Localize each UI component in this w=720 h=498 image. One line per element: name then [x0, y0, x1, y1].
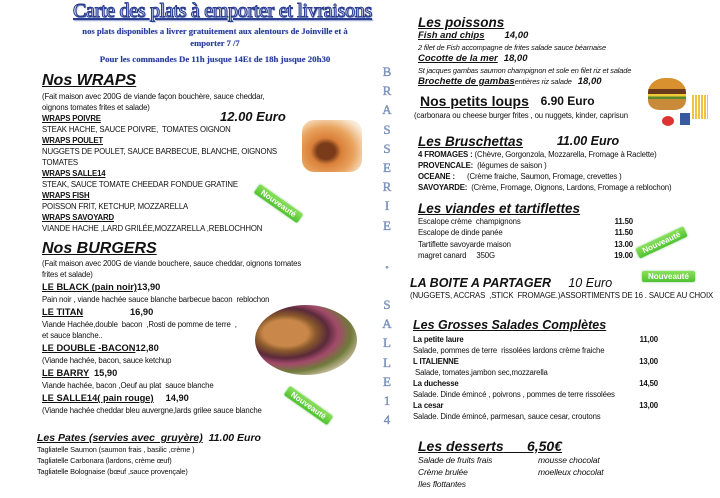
side-letter: S — [383, 140, 391, 156]
hours: Pour les commandes De 11h jusque 14Et de 18h jusque 20h30 — [99, 54, 331, 64]
viande-price: 11.50 — [614, 228, 633, 238]
section-title: Les Bruschettas — [418, 134, 524, 149]
wraps-item-name: WRAPS FISH — [42, 191, 90, 200]
burger-name: LE SALLE14( pain rouge) — [42, 393, 154, 403]
poisson-price: 14,00 — [504, 30, 529, 41]
bruschetta-desc: (Crème, Fromage, Oignons, Lardons, Fromage a reblochon) — [467, 183, 672, 192]
bruschetta-name: PROVENCALE: — [418, 161, 474, 170]
page-title: Carte des plats à emporter et livraisons — [72, 0, 373, 22]
poisson-inline: entières riz salade — [514, 77, 572, 86]
pates-item: Tagliatelle Saumon (saumon frais , basilic ,crème ) — [37, 445, 195, 454]
kids-menu-photo — [648, 78, 686, 110]
salade-name: La duchesse — [413, 379, 459, 388]
burger-desc: et sauce blanche.. — [42, 331, 103, 340]
side-letter: A — [382, 316, 392, 332]
salade-item — [413, 378, 658, 389]
pates-item: Tagliatelle Bolognaise (bœuf ,sauce provençale) — [37, 467, 188, 476]
salade-desc: Salade, pommes de terre rissolées lardons crème fraiche — [413, 346, 605, 355]
bruschetta-item — [418, 171, 671, 182]
nouveaute-badge: Nouveauté — [642, 271, 695, 282]
poisson-price: 18,00 — [503, 53, 528, 64]
boite-desc: (NUGGETS, ACCRAS ,STICK FROMAGE.)ASSORTIMENTS DE 16 . SAUCE AU CHOIX — [410, 291, 714, 300]
burger-name: LE DOUBLE -BACON — [42, 343, 136, 353]
wraps-section — [42, 72, 342, 234]
wraps-item-desc: STEAK HACHE, SAUCE POIVRE, TOMATES OIGNON — [42, 125, 231, 134]
petits-loups-section — [414, 93, 628, 121]
side-letter: L — [383, 354, 391, 370]
section-title: Nos BURGERS — [42, 240, 157, 257]
burger-desc: (Viande hachée cheddar bleu auvergne,lards grilee sauce blanche — [42, 406, 262, 415]
side-letter: L — [383, 335, 391, 351]
side-letter: 4 — [383, 412, 391, 428]
side-letter: I — [384, 198, 390, 214]
boite-price: 10 Euro — [568, 276, 613, 290]
caprisun-icon — [680, 113, 690, 125]
pates-section — [37, 432, 261, 477]
bruschetta-desc: (Chèvre, Gorgonzola, Mozzarella, Fromage à Raclette) — [472, 150, 657, 159]
side-letter: E — [383, 373, 391, 389]
viande-item — [418, 216, 633, 227]
pates-price: 11.00 Euro — [208, 432, 261, 444]
burger-desc: (Viande hachée, bacon, sauce ketchup — [42, 356, 172, 365]
fries-icon — [692, 95, 708, 119]
nouveaute-badge: Nouveauté — [284, 386, 334, 425]
viande-price: 11.50 — [614, 217, 633, 226]
wraps-item-name: WRAPS SALLE14 — [42, 169, 106, 178]
boite-section — [410, 276, 713, 301]
burger-price: 14,90 — [165, 393, 189, 403]
salade-price: 14,50 — [639, 379, 658, 388]
section-title: LA BOITE A PARTAGER — [410, 276, 551, 290]
wraps-item-desc: TOMATES — [42, 158, 78, 167]
wraps-item-desc: VIANDE HACHE ,LARD GRILÉE,MOZZARELLA ,REBLOCHHON — [42, 224, 263, 233]
salade-item — [413, 400, 658, 411]
salade-name: La cesar — [413, 401, 444, 410]
burgers-section — [42, 240, 372, 416]
burger-name: LE BLACK (pain noir) — [42, 282, 138, 292]
dessert-item: moelleux chocolat — [538, 467, 604, 477]
poisson-price: 18,00 — [577, 76, 602, 87]
wraps-desc: oignons tomates frites et salade) — [42, 103, 150, 112]
section-title: Les Grosses Salades Complètes — [413, 318, 607, 332]
bruschetta-desc: (légumes de saison ) — [473, 161, 547, 170]
pates-item: Tagliatelle Carbonara (lardons, crème œuf) — [37, 456, 172, 465]
side-letter: S — [383, 297, 391, 312]
viandes-section — [418, 201, 633, 261]
section-title: Les viandes et tartiflettes — [418, 201, 581, 216]
wraps-item-name: WRAPS SAVOYARD — [42, 213, 114, 222]
wraps-desc: (Fait maison avec 200G de viande façon bouchère, sauce cheddar, — [42, 92, 265, 101]
poisson-item — [418, 76, 631, 88]
poisson-name: Brochette de gambas — [418, 76, 515, 87]
side-letter: S — [383, 121, 391, 137]
salade-price: 13,00 — [639, 357, 658, 366]
salade-price: 13,00 — [639, 401, 658, 410]
side-letter: B — [382, 64, 392, 79]
dessert-item: Iles flottantes — [418, 479, 466, 489]
viande-price: 19.00 — [614, 250, 633, 260]
burger-price: 12,80 — [135, 343, 159, 353]
bruschetta-desc: (Crème fraiche, Saumon, Fromage, crevettes ) — [454, 172, 622, 181]
side-letter: A — [382, 102, 392, 118]
salade-price: 11,00 — [639, 335, 658, 344]
poisson-item — [418, 30, 631, 42]
viande-item — [418, 227, 633, 238]
wraps-item-desc: NUGGETS DE POULET, SAUCE BARBECUE, BLANCHE, OIGNONS — [42, 147, 277, 156]
burger-item — [42, 281, 372, 294]
burger-price: 13,90 — [137, 282, 161, 292]
desserts-section — [418, 438, 658, 490]
subtitle: nos plats disponibles a livrer gratuitement aux alentours de Joinville et à emporter 7 /7 — [82, 26, 348, 48]
section-title: Les desserts — [418, 438, 504, 454]
salade-desc: Salade. Dinde émincé , poivrons , pommes de terre rissolées — [413, 390, 615, 399]
petits-loups-price: 6.90 Euro — [540, 94, 595, 108]
desserts-price: 6,50€ — [526, 438, 562, 454]
wraps-item-desc: STEAK, SAUCE TOMATE CHEEDAR FONDUE GRATINE — [42, 180, 238, 189]
salade-desc: Salade, tomates.jambon sec,mozzarella — [413, 368, 548, 377]
salade-name: L ITALIENNE — [413, 357, 459, 366]
burgers-desc: (Fait maison avec 200G de viande bouchere, sauce cheddar, oignons tomates — [42, 259, 302, 268]
section-title: Nos WRAPS — [42, 72, 137, 89]
section-title: Nos petits loups — [420, 93, 529, 109]
poisson-name: Cocotte de la mer — [418, 53, 498, 64]
viande-item — [418, 250, 633, 261]
poisson-desc: 2 filet de Fish accompagne de frites salade sauce béarnaise — [418, 43, 606, 52]
dessert-item: Salade de fruits frais — [418, 455, 493, 465]
burger-name: LE TITAN — [42, 307, 84, 317]
salade-item — [413, 334, 658, 345]
petits-loups-desc: (carbonara ou cheese burger frites , ou nuggets, kinder, caprisun — [414, 111, 628, 120]
side-letter: E — [383, 217, 391, 233]
side-letter: E — [383, 159, 391, 175]
viande-name: Tartiflette savoyarde maison — [418, 239, 511, 249]
bruschetta-item — [418, 149, 671, 160]
bruschetta-item — [418, 182, 671, 193]
poissons-section — [418, 15, 631, 88]
kinder-icon — [662, 116, 674, 126]
burger-desc: Viande Hachée,double bacon ,Rosti de pomme de terre , — [42, 320, 237, 329]
side-salle14 — [380, 297, 394, 431]
burger-price: 16,90 — [130, 307, 154, 317]
bruschetta-name: SAVOYARDE: — [418, 183, 468, 192]
salades-section — [413, 318, 658, 422]
poisson-name: Fish and chips — [418, 30, 485, 41]
side-letter: R — [382, 83, 392, 99]
bruschettas-section — [418, 134, 671, 193]
viande-price: 13.00 — [614, 239, 633, 249]
burger-desc: Viande hachée, bacon ,Oeuf au plat sauce blanche — [42, 381, 214, 390]
side-brasserie — [380, 64, 394, 237]
burger-item — [42, 392, 372, 405]
viande-name: magret canard 350G — [418, 250, 495, 260]
section-title: Les Pates (servies avec gruyère) — [37, 432, 203, 444]
burger-desc: Pain noir , viande hachée sauce blanche barbecue bacon reblochon — [42, 295, 270, 304]
bruschettas-price: 11.00 Euro — [556, 134, 620, 148]
side-letter: R — [382, 179, 392, 195]
poisson-desc: St jacques gambas saumon champignon et sole en filet riz et salade — [418, 66, 632, 75]
burger-item — [42, 367, 372, 380]
salade-name: La petite laure — [413, 335, 464, 344]
bruschetta-name: 4 FROMAGES : — [418, 150, 473, 159]
dessert-item: Crème brulée — [418, 467, 468, 477]
viande-item — [418, 239, 633, 250]
burgers-desc: frites et salade) — [42, 270, 93, 279]
bruschetta-name: OCEANE : — [418, 172, 455, 181]
wraps-price: 12.00 Euro — [220, 109, 286, 124]
viande-name: Escalope crème champignons — [418, 217, 521, 226]
burger-item — [42, 306, 372, 319]
poisson-item — [418, 53, 631, 65]
salade-item — [413, 356, 658, 367]
salade-desc: Salade. Dinde émincé, parmesan, sauce cesar, croutons — [413, 412, 601, 421]
wraps-item-desc: POISSON FRIT, KETCHUP, MOZZARELLA — [42, 202, 189, 211]
burger-item — [42, 342, 372, 355]
nouveaute-badge: Nouveauté — [635, 226, 688, 258]
side-dot: ◦ — [385, 262, 389, 272]
wraps-item-name: WRAPS POIVRE — [42, 114, 101, 123]
bruschetta-item — [418, 160, 671, 171]
dessert-item: mousse chocolat — [538, 455, 600, 465]
side-letter: 1 — [383, 392, 391, 408]
section-title: Les poissons — [418, 15, 505, 30]
nouveaute-badge: Nouveauté — [254, 184, 304, 223]
viande-name: Escalope de dinde panée — [418, 228, 503, 238]
burger-price: 15,90 — [94, 368, 118, 378]
wraps-item-name: WRAPS POULET — [42, 136, 104, 145]
burger-name: LE BARRY — [42, 368, 90, 378]
